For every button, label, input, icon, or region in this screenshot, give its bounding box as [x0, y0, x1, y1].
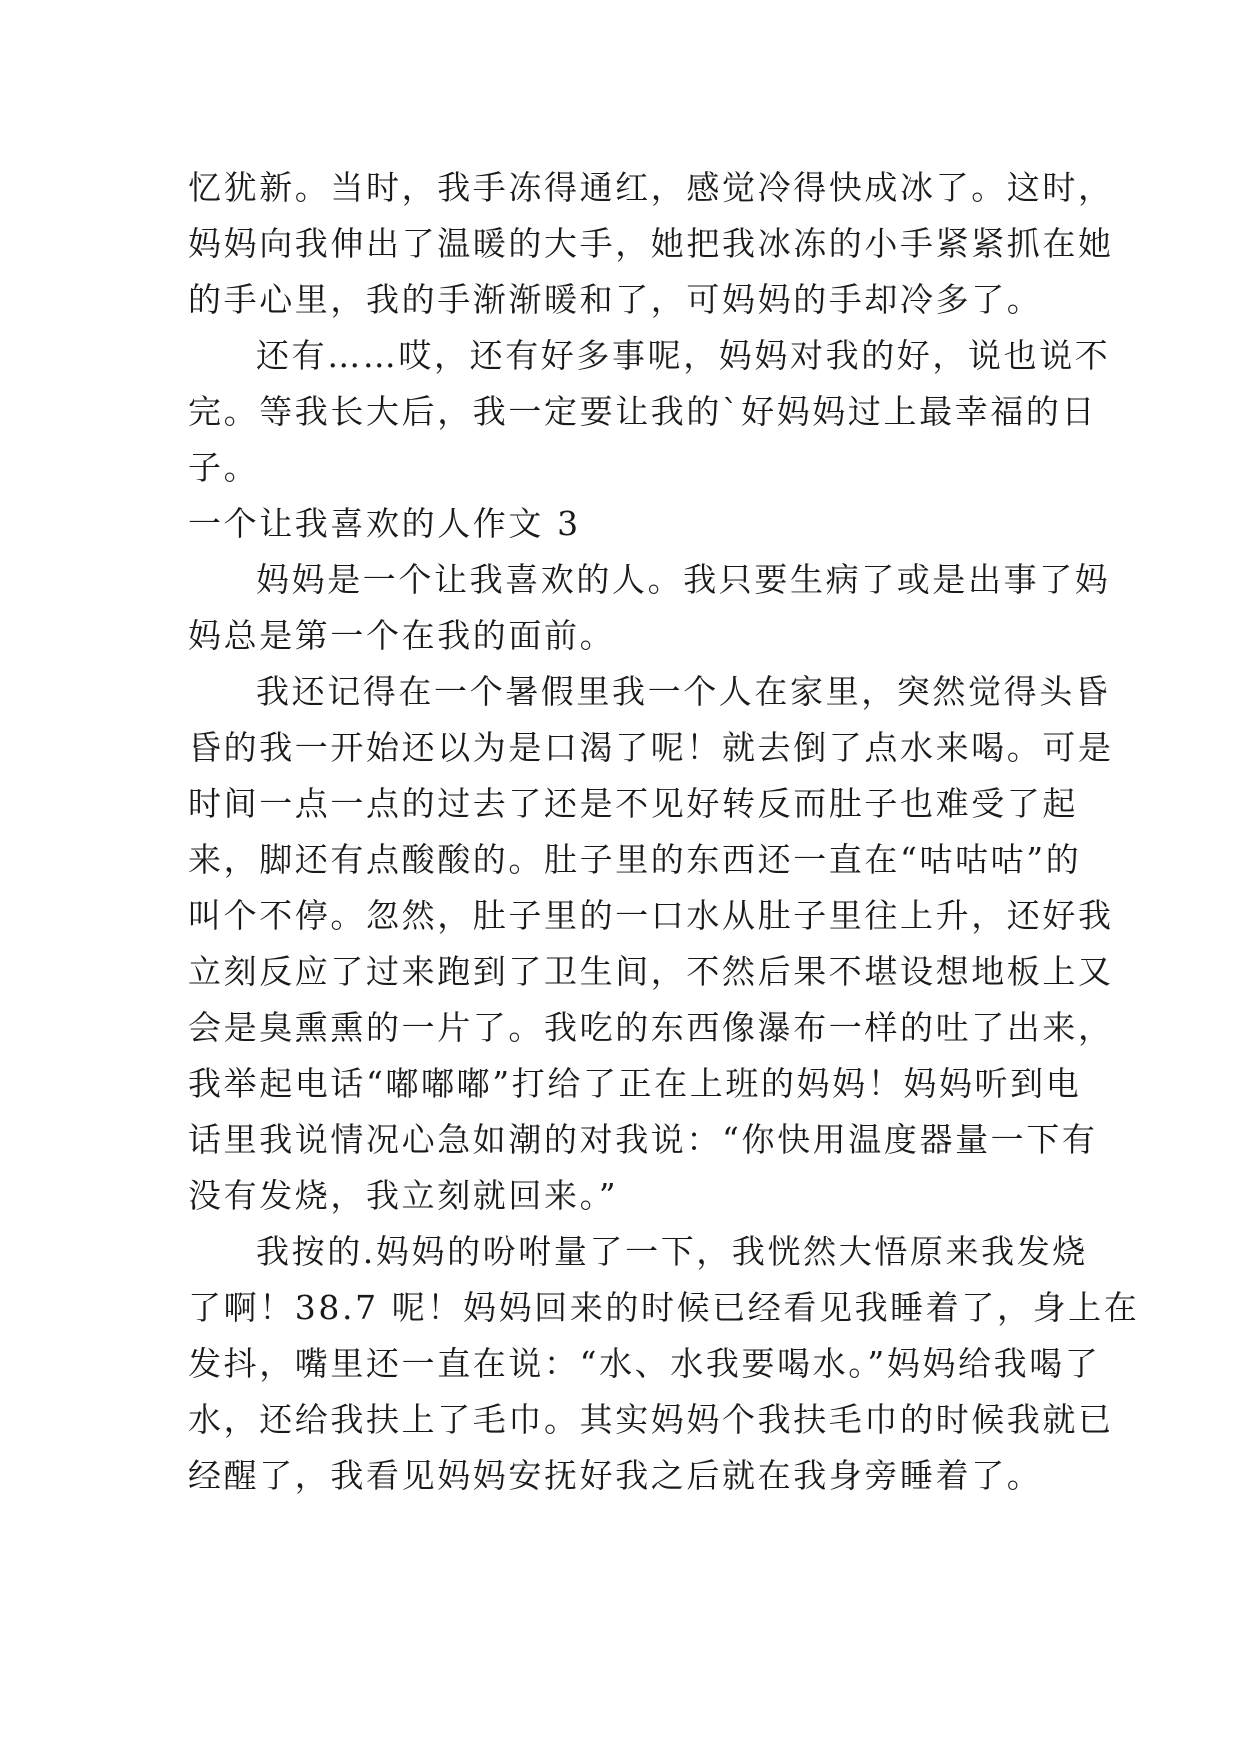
text-line: 立刻反应了过来跑到了卫生间，不然后果不堪设想地板上又 [188, 952, 1114, 991]
text-line: 忆犹新。当时，我手冻得通红，感觉冷得快成冰了。这时， [188, 168, 1114, 207]
section-heading: 一个让我喜欢的人作文 3 [188, 504, 581, 543]
text-line: 发抖，嘴里还一直在说：“水、水我要喝水。”妈妈给我喝了 [188, 1344, 1101, 1383]
text-line: 没有发烧，我立刻就回来。” [188, 1176, 619, 1215]
text-line: 子。 [188, 448, 260, 487]
text-line: 来，脚还有点酸酸的。肚子里的东西还一直在“咕咕咕”的 [188, 840, 1082, 879]
text-line: 话里我说情况心急如潮的对我说：“你快用温度器量一下有 [188, 1120, 1098, 1159]
text-line: 妈妈是一个让我喜欢的人。我只要生病了或是出事了妈 [256, 560, 1111, 599]
text-line: 时间一点一点的过去了还是不见好转反而肚子也难受了起 [188, 784, 1078, 823]
text-line: 完。等我长大后，我一定要让我的`好妈妈过上最幸福的日 [188, 392, 1098, 431]
text-line: 经醒了，我看见妈妈安抚好我之后就在我身旁睡着了。 [188, 1456, 1043, 1495]
text-line: 我还记得在一个暑假里我一个人在家里，突然觉得头昏 [256, 672, 1111, 711]
text-line: 妈总是第一个在我的面前。 [188, 616, 616, 655]
text-line: 还有……哎，还有好多事呢，妈妈对我的好，说也说不 [256, 336, 1111, 375]
text-line: 水，还给我扶上了毛巾。其实妈妈个我扶毛巾的时候我就已 [188, 1400, 1114, 1439]
document-body [188, 160, 1140, 1504]
text-line: 我举起电话“嘟嘟嘟”打给了正在上班的妈妈！妈妈听到电 [188, 1064, 1082, 1103]
text-line: 妈妈向我伸出了温暖的大手，她把我冰冻的小手紧紧抓在她 [188, 224, 1114, 263]
text-line: 会是臭熏熏的一片了。我吃的东西像瀑布一样的吐了出来， [188, 1008, 1114, 1047]
text-line: 叫个不停。忽然，肚子里的一口水从肚子里往上升，还好我 [188, 896, 1114, 935]
text-line: 的手心里，我的手渐渐暖和了，可妈妈的手却冷多了。 [188, 280, 1043, 319]
text-line: 了啊！38.7 呢！妈妈回来的时候已经看见我睡着了，身上在 [188, 1288, 1140, 1327]
text-line: 昏的我一开始还以为是口渴了呢！就去倒了点水来喝。可是 [188, 728, 1114, 767]
text-line: 我按的.妈妈的吩咐量了一下，我恍然大悟原来我发烧 [256, 1232, 1088, 1271]
